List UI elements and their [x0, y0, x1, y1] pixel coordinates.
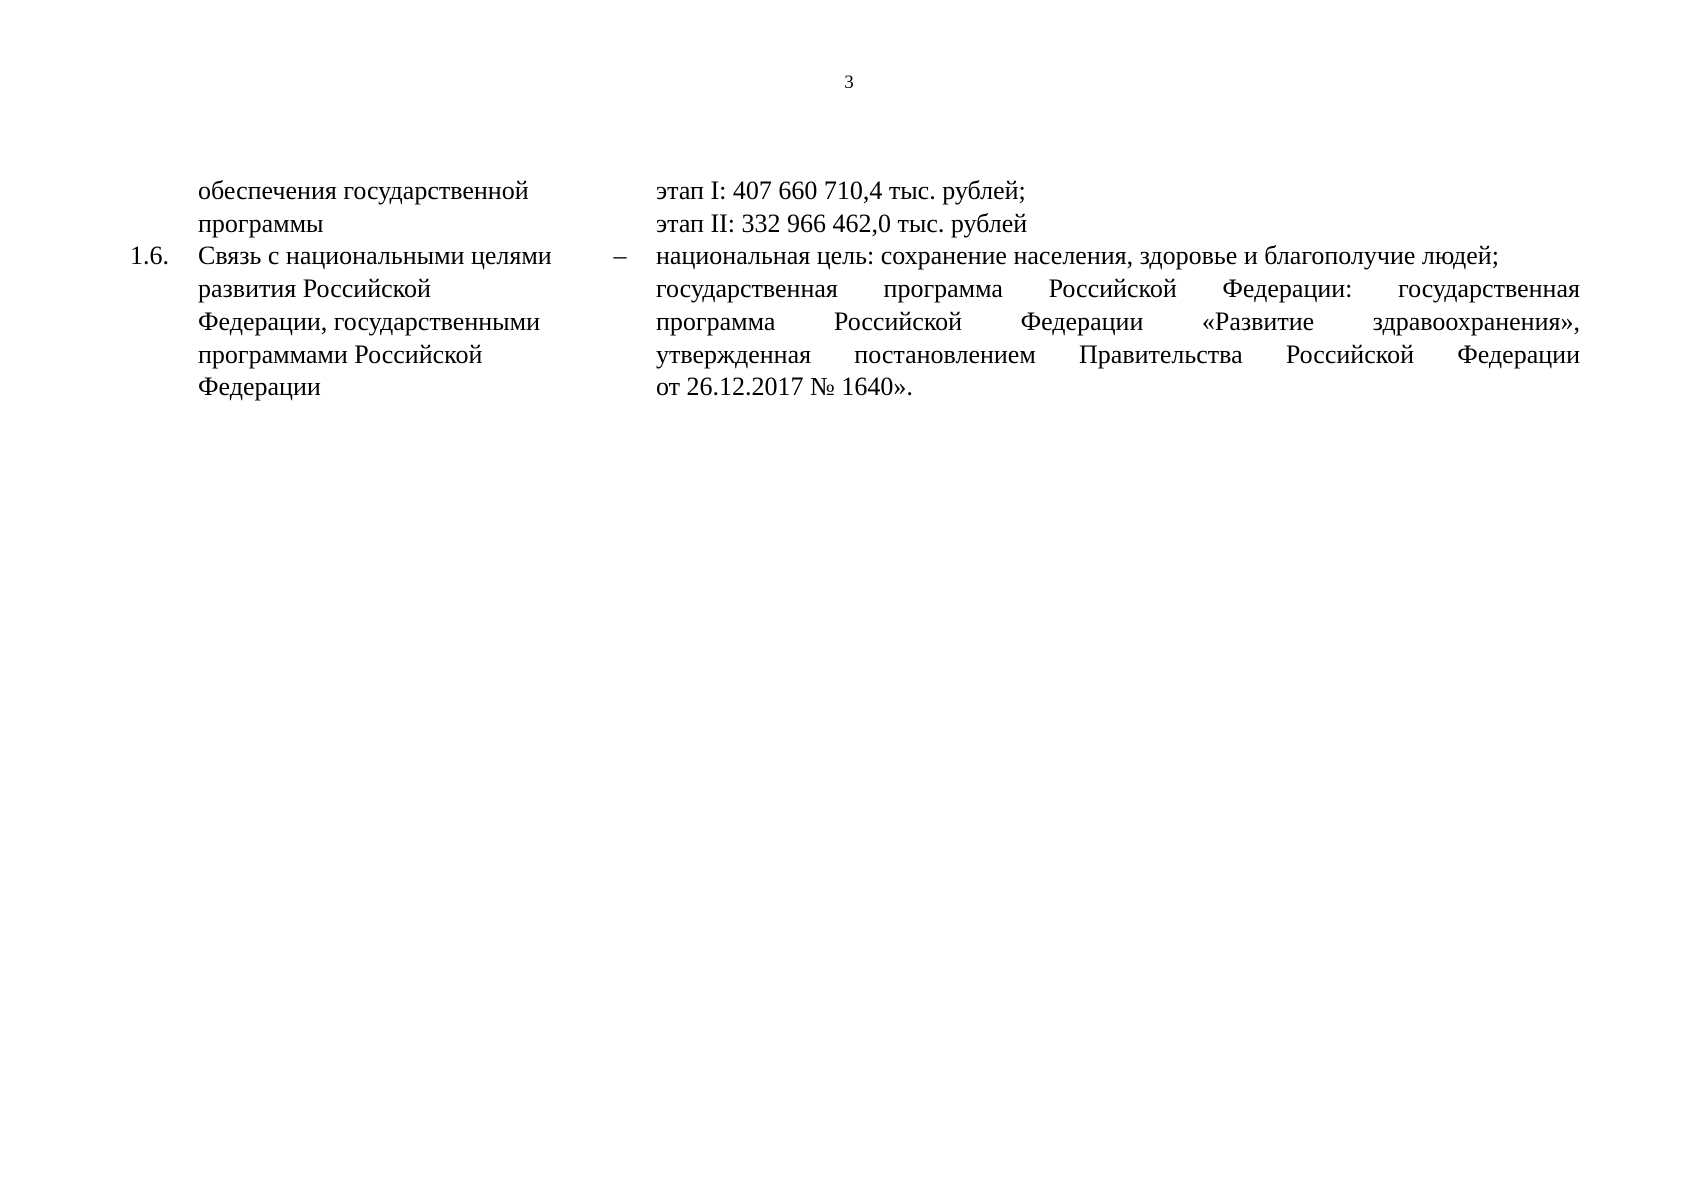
label-line: Федерации: [198, 372, 321, 402]
value-word: «Развитие: [1201, 306, 1315, 336]
value-word: Российской: [833, 306, 963, 336]
label-line: программы: [198, 208, 324, 238]
value-word: программа: [883, 274, 1003, 304]
page-number: 3: [844, 72, 854, 93]
value-line-justified: [656, 339, 1580, 372]
value-word: Российской: [1048, 274, 1177, 304]
label-line: Федерации, государственными: [198, 306, 541, 336]
value-word: утвержденная: [656, 339, 812, 369]
value-line: национальная цель: сохранение населения, здоровье и благополучие людей;: [656, 241, 1499, 271]
value-word: постановлением: [854, 339, 1036, 369]
value-word: здравоохранения»,: [1372, 306, 1580, 336]
value-line-stage-2: этап II: 332 966 462,0 тыс. рублей: [656, 208, 1028, 238]
value-word: государственная: [1398, 274, 1580, 304]
value-word: программа: [656, 306, 776, 336]
label-line: обеспечения государственной: [198, 176, 529, 205]
label-line: программами Российской: [198, 339, 483, 369]
row-label: [198, 175, 598, 240]
row-dash: –: [613, 241, 627, 271]
row-label: [198, 240, 598, 404]
row-value: [656, 175, 1580, 240]
row-value: [656, 240, 1580, 404]
row-1-6: [0, 240, 1698, 410]
row-financing-continuation: [0, 175, 1698, 241]
row-number: 1.6.: [130, 241, 169, 271]
value-line-stage-1: этап I: 407 660 710,4 тыс. рублей;: [656, 176, 1026, 205]
value-line: от 26.12.2017 № 1640».: [656, 372, 913, 402]
value-word: Федерации: [1020, 306, 1144, 336]
value-word: государственная: [656, 274, 838, 304]
value-word: Правительства: [1079, 339, 1243, 369]
label-line: развития Российской: [198, 274, 431, 304]
label-line: Связь с национальными целями: [198, 241, 552, 271]
value-line-justified: [656, 306, 1580, 339]
value-line-justified: [656, 273, 1580, 306]
value-word: Российской: [1285, 339, 1414, 369]
value-word: Федерации: [1457, 339, 1580, 369]
value-word: Федерации:: [1222, 274, 1353, 304]
